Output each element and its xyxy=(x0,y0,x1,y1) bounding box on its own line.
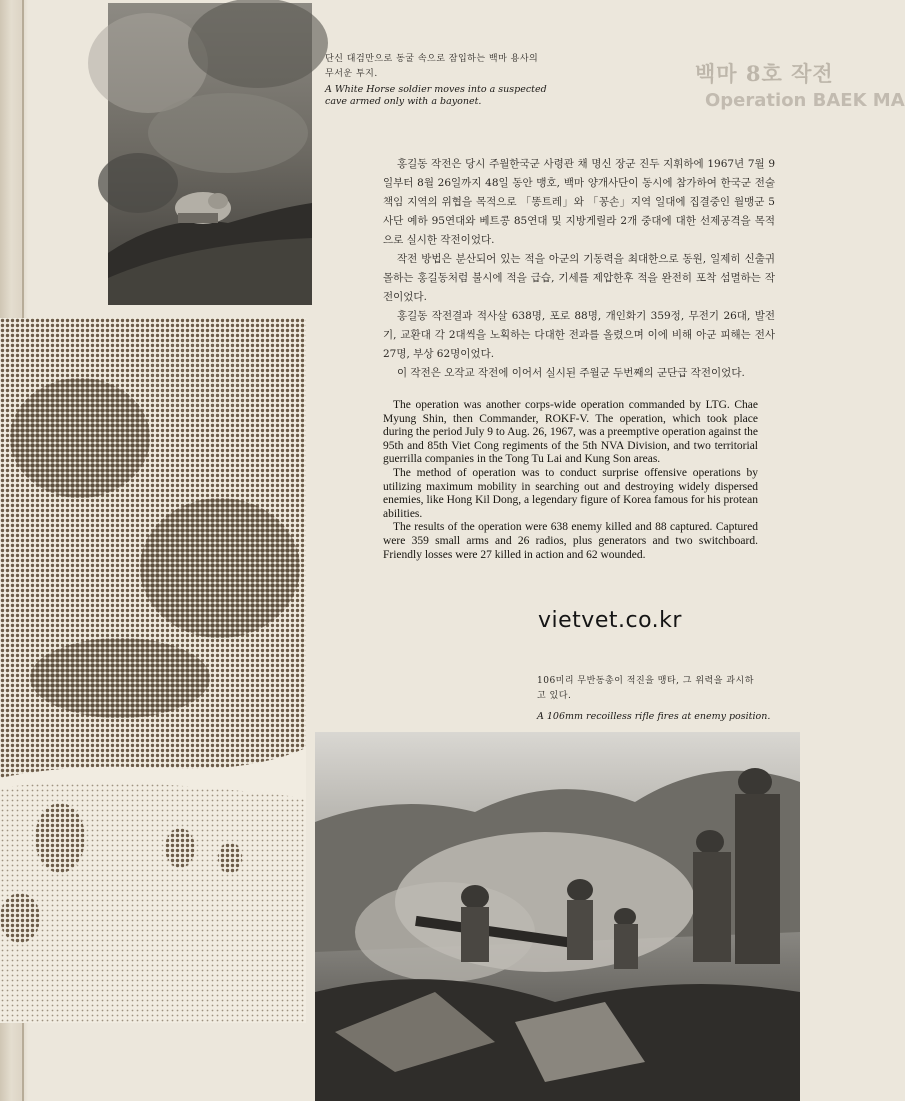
bottom-photo-caption-english: A 106mm recoilless rifle fires at enemy position. xyxy=(537,711,771,722)
article-body-english xyxy=(383,399,758,562)
top-photo-caption-english: A White Horse soldier moves into a suspected cave armed only with a bayonet. xyxy=(325,84,547,107)
page-title-korean: 백마 8호 작전 xyxy=(695,61,834,86)
bottom-photo-caption-korean: 106미리 무반동총이 적진을 맹타, 그 위력을 과시하고 있다. xyxy=(537,676,754,701)
site-watermark: vietvet.co.kr xyxy=(538,608,682,633)
paragraph-en: The operation was another corps-wide operation commanded by LTG. Chae Myung Shin, then Commander, ROKF-V. The operation, which took place during the period July 9 to Aug. 26, 1967, was a preemptive operation against the 95th and 85th Viet Cong regiments of the 5th NVA Division, and two territorial guerrilla companies in the Tong Tu Lai and Kung Son areas. xyxy=(383,399,758,466)
article-body-korean xyxy=(383,155,775,383)
paragraph-en: The results of the operation were 638 enemy killed and 88 captured. Captured were 359 small arms and 26 radios, plus generators and two switchboard. Friendly losses were 27 killed in action and 62 wounded. xyxy=(383,521,758,561)
cave-soldier-photo xyxy=(108,3,312,305)
paragraph-kr: 이 작전은 오작교 작전에 이어서 실시된 주월군 두번째의 군단급 작전이었다. xyxy=(397,367,745,379)
paragraph-kr: 작전 방법은 분산되어 있는 적을 아군의 기동력을 최대한으로 동원, 일제히 신출귀몰하는 홍길동처럼 불시에 적을 급습, 기세를 제압한후 적을 완전히 포착 섬멸하는 작전이었다. xyxy=(383,253,775,303)
paragraph-en: The method of operation was to conduct surprise offensive operations by utilizing maximum mobility in searching out and destroying widely dispersed enemies, like Hong Kil Dong, a legendary figure of Korea famous for his protean abilities. xyxy=(383,466,758,520)
page-title-english: Operation BAEK MA xyxy=(705,90,905,111)
top-photo-caption-korean: 단신 대검만으로 동굴 속으로 잠입하는 백마 용사의 무서운 투지. xyxy=(325,54,539,79)
aerial-jungle-photo xyxy=(0,318,306,1023)
paragraph-kr: 홍길동 작전은 당시 주월한국군 사령관 채 명신 장군 진두 지휘하에 1967년 7월 9일부터 8월 26일까지 48일 동안 맹호, 백마 양개사단이 동시에 참가하여 한국군 전술 책임 지역의 위협을 목적으로 「똥트레」와 「꽁손」지역 일대에 집결중인 월맹군 5사단 예하 95연대와 베트콩 85연대 및 지방게릴라 2개 중대에 대한 선제공격을 목적으로 실시한 작전이었다. xyxy=(383,158,775,246)
recoilless-rifle-photo xyxy=(315,732,800,1101)
paragraph-kr: 홍길동 작전결과 적사살 638명, 포로 88명, 개인화기 359정, 무전기 26대, 발전기, 교환대 각 2대씩을 노획하는 다대한 전과를 올렸으며 이에 비해 아군 피해는 전사 27명, 부상 62명이었다. xyxy=(383,310,775,360)
